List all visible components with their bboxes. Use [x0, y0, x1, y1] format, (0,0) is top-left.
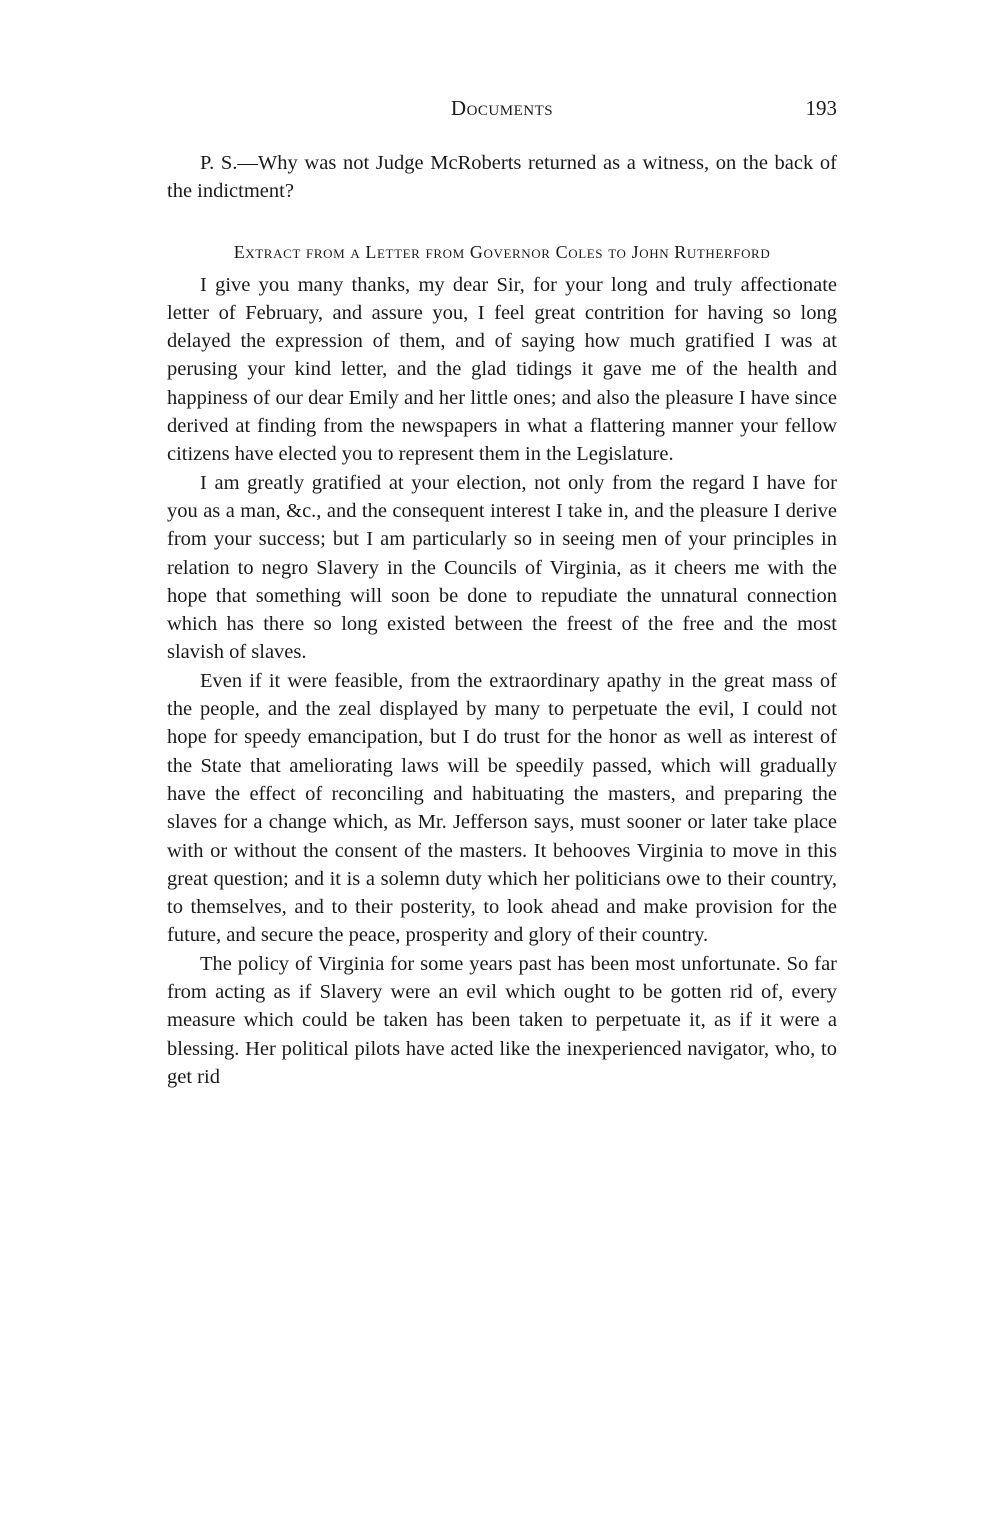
postscript-paragraph: P. S.—Why was not Judge McRoberts returned as a witness, on the back of the indictment?	[167, 152, 837, 203]
running-head	[167, 96, 837, 126]
body-paragraph: The policy of Virginia for some years past has been most unfortunate. So far from acting as if Slavery were an evil which ought to be gotten rid of, every measure which could be taken has been taken to perpetuate it, as if it were a blessing. Her political pilots have acted like the inexperienced navigator, who, to get rid	[167, 952, 837, 1088]
body-paragraph: Even if it were feasible, from the extraordinary apathy in the great mass of the people, and the zeal displayed by many to perpetuate the evil, I could not hope for speedy emancipation, but I do trust for the honor as well as interest of the State that ameliorating laws will be speedily passed, which will gradually have the effect of reconciling and habituating the masters, and preparing the slaves for a change which, as Mr. Jefferson says, must sooner or later take place with or without the consent of the masters. It behooves Virginia to move in this great question; and it is a solemn duty which her politicians owe to their country, to themselves, and to their posterity, to look ahead and make provision for the future, and secure the peace, prosperity and glory of their country.	[167, 669, 837, 947]
document-page	[167, 96, 837, 1091]
body-paragraph: I give you many thanks, my dear Sir, for your long and truly affectionate letter of February, and assure you, I feel great contrition for having so long delayed the expression of them, and of saying how much gratified I was at perusing your kind letter, and the glad tidings it gave me of the health and happiness of our dear Emily and her little ones; and also the pleasure I have since derived at finding from the newspapers in what a flattering manner your fellow citizens have elected you to represent them in the Legislature.	[167, 273, 837, 466]
body-paragraph: I am greatly gratified at your election, not only from the regard I have for you as a man, &c., and the consequent interest I take in, and the pleasure I derive from your success; but I am particularly so in seeing men of your principles in relation to negro Slavery in the Councils of Virginia, as it cheers me with the hope that something will soon be done to repudiate the unnatural connection which has there so long existed between the freest of the free and the most slavish of slaves.	[167, 471, 837, 664]
running-head-title: Documents	[450, 96, 554, 120]
page-number: 193	[805, 96, 837, 120]
section-heading: Extract from a Letter from Governor Coles to John Rutherford	[233, 241, 771, 262]
document-body	[167, 149, 837, 1091]
